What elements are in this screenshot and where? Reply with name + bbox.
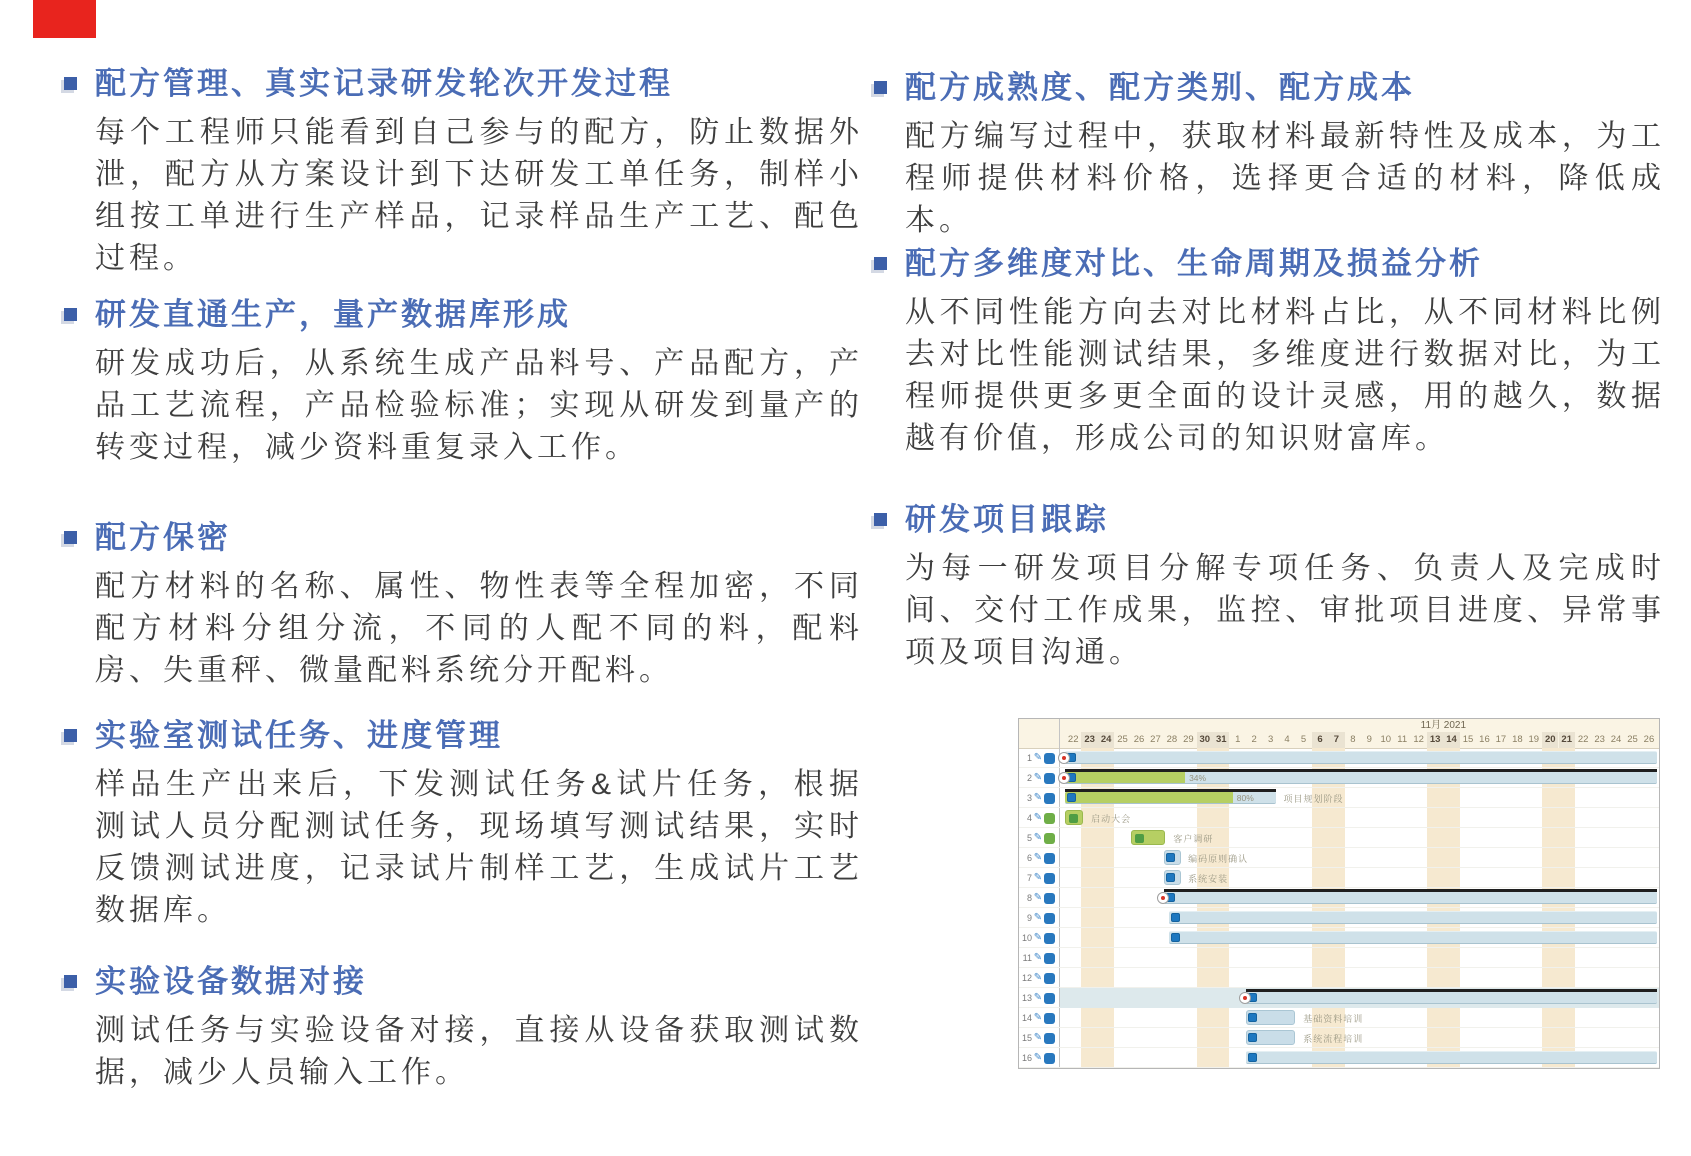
section-body: 测试任务与实验设备对接，直接从设备获取测试数据，减少人员输入工作。 xyxy=(95,1014,863,1089)
bullet-icon xyxy=(874,257,887,270)
milestone-marker-icon xyxy=(1239,992,1251,1004)
gantt-row xyxy=(1019,968,1659,988)
row-gutter xyxy=(1019,788,1059,808)
gantt-day-cell: 26 xyxy=(1643,734,1655,745)
gantt-day-cell: 23 xyxy=(1081,732,1097,748)
gantt-chart-screenshot xyxy=(1018,718,1660,1069)
pencil-icon: ✎ xyxy=(1033,892,1043,903)
row-number: 5 xyxy=(1026,833,1032,843)
row-number: 1 xyxy=(1026,753,1032,763)
row-gutter xyxy=(1019,868,1059,888)
row-status-icon xyxy=(1044,853,1055,864)
task-start-square-icon xyxy=(1248,1013,1257,1022)
bullet-icon xyxy=(64,975,77,988)
row-status-icon xyxy=(1044,953,1055,964)
gantt-day-cell: 17 xyxy=(1495,734,1507,745)
task-label: 项目规划阶段 xyxy=(1283,794,1344,804)
task-bar xyxy=(1065,771,1657,784)
row-gutter xyxy=(1019,748,1059,768)
row-status-icon xyxy=(1044,893,1055,904)
row-status-icon xyxy=(1044,813,1055,824)
row-number: 12 xyxy=(1021,973,1032,983)
section-heading-row xyxy=(63,962,868,1002)
gantt-day-cell: 2 xyxy=(1251,734,1257,745)
row-number: 16 xyxy=(1021,1053,1032,1063)
row-gutter xyxy=(1019,968,1059,988)
bullet-icon xyxy=(874,81,887,94)
section-heading-row xyxy=(873,68,1668,108)
gantt-row xyxy=(1019,908,1659,928)
bullet-icon xyxy=(64,308,77,321)
row-gutter xyxy=(1019,1048,1059,1068)
pencil-icon: ✎ xyxy=(1033,912,1043,923)
summary-topline xyxy=(1065,789,1276,792)
gantt-day-cell: 23 xyxy=(1594,734,1605,745)
gantt-day-cell: 19 xyxy=(1528,734,1540,745)
section-heading-row xyxy=(873,500,1668,540)
feature-section xyxy=(63,64,868,280)
section-body: 配方材料的名称、属性、物性表等全程加密，不同配方材料分组分流，不同的人配不同的料，配料房、失重秤、微量配料系统分开配料。 xyxy=(95,570,863,687)
gantt-day-cell: 13 xyxy=(1427,732,1443,748)
gantt-row xyxy=(1019,1008,1659,1028)
gantt-day-cell: 30 xyxy=(1197,732,1213,748)
gantt-day-cell: 16 xyxy=(1479,734,1490,745)
feature-section xyxy=(873,68,1668,242)
task-bar xyxy=(1164,891,1658,904)
row-number: 14 xyxy=(1021,1013,1032,1023)
task-label: 系统安装 xyxy=(1188,874,1229,884)
task-start-square-icon xyxy=(1171,933,1180,942)
gantt-day-cell: 15 xyxy=(1462,734,1474,745)
section-heading: 配方保密 xyxy=(95,520,231,555)
feature-section xyxy=(873,244,1668,460)
gantt-row xyxy=(1019,1028,1659,1048)
task-label: 客户调研 xyxy=(1173,834,1214,844)
feature-section xyxy=(63,962,868,1094)
row-number: 4 xyxy=(1026,813,1032,823)
row-number: 6 xyxy=(1026,853,1032,863)
gantt-day-cell: 22 xyxy=(1577,734,1589,745)
gantt-row xyxy=(1019,848,1659,868)
section-body: 样品生产出来后，下发测试任务&试片任务，根据测试人员分配测试任务，现场填写测试结果，实时反馈测试进度，记录试片制样工艺，生成试片工艺数据库。 xyxy=(95,768,863,927)
gantt-day-cell: 4 xyxy=(1284,734,1290,745)
row-status-icon xyxy=(1044,1013,1055,1024)
pencil-icon: ✎ xyxy=(1033,792,1043,803)
feature-section xyxy=(63,716,868,932)
gantt-row xyxy=(1019,868,1659,888)
bullet-icon xyxy=(64,729,77,742)
task-start-square-icon xyxy=(1248,1053,1257,1062)
progress-bar xyxy=(1065,792,1233,803)
row-status-icon xyxy=(1044,973,1055,984)
row-number: 7 xyxy=(1026,873,1032,883)
progress-percent: 80% xyxy=(1236,793,1254,803)
section-body: 每个工程师只能看到自己参与的配方，防止数据外泄，配方从方案设计到下达研发工单任务，制样小组按工单进行生产样品，记录样品生产工艺、配色过程。 xyxy=(95,116,863,275)
gantt-row xyxy=(1019,788,1659,808)
milestone-marker-icon xyxy=(1058,752,1070,764)
row-number: 10 xyxy=(1021,933,1032,943)
pencil-icon: ✎ xyxy=(1033,832,1043,843)
feature-section xyxy=(63,295,868,469)
gantt-day-cell: 26 xyxy=(1133,734,1145,745)
section-body: 研发成功后，从系统生成产品料号、产品配方，产品工艺流程，产品检验标准；实现从研发到量产的转变过程，减少资料重复录入工作。 xyxy=(95,347,863,464)
pencil-icon: ✎ xyxy=(1033,772,1043,783)
row-number: 2 xyxy=(1026,773,1032,783)
row-gutter xyxy=(1019,988,1059,1008)
gantt-day-cell: 1 xyxy=(1235,734,1241,745)
row-number: 15 xyxy=(1021,1033,1032,1043)
row-gutter xyxy=(1019,1028,1059,1048)
section-heading: 配方管理、真实记录研发轮次开发过程 xyxy=(95,66,673,101)
summary-topline xyxy=(1246,989,1657,992)
section-heading-row xyxy=(873,244,1668,284)
gantt-row xyxy=(1019,988,1659,1008)
pencil-icon: ✎ xyxy=(1033,812,1043,823)
row-status-icon xyxy=(1044,793,1055,804)
pencil-icon: ✎ xyxy=(1033,932,1043,943)
row-status-icon xyxy=(1044,1033,1055,1044)
section-heading: 研发直通生产，量产数据库形成 xyxy=(95,297,571,332)
section-heading: 实验设备数据对接 xyxy=(95,964,367,999)
gantt-row xyxy=(1019,928,1659,948)
gantt-row xyxy=(1019,748,1659,768)
section-heading: 配方多维度对比、生命周期及损益分析 xyxy=(905,246,1483,281)
gantt-row xyxy=(1019,948,1659,968)
summary-topline xyxy=(1164,889,1658,892)
row-status-icon xyxy=(1044,993,1055,1004)
gantt-day-cell: 6 xyxy=(1312,732,1328,748)
row-status-icon xyxy=(1044,773,1055,784)
task-bar xyxy=(1246,991,1657,1004)
gantt-day-cell: 9 xyxy=(1366,734,1372,745)
section-heading: 实验室测试任务、进度管理 xyxy=(95,718,503,753)
milestone-bar xyxy=(1131,830,1166,845)
task-bar xyxy=(1065,751,1657,764)
row-status-icon xyxy=(1044,833,1055,844)
gantt-row xyxy=(1019,768,1659,788)
task-start-square-icon xyxy=(1166,873,1175,882)
gantt-day-cell: 12 xyxy=(1413,734,1424,745)
task-bar xyxy=(1246,1051,1657,1064)
task-label: 编码原则确认 xyxy=(1188,854,1249,864)
milestone-square-icon xyxy=(1069,814,1078,823)
gantt-day-cell: 24 xyxy=(1610,734,1622,745)
gantt-day-cell: 22 xyxy=(1067,734,1079,745)
gantt-day-cell: 14 xyxy=(1443,732,1459,748)
gantt-day-cell: 5 xyxy=(1300,734,1307,745)
gantt-day-cell: 25 xyxy=(1117,734,1128,745)
task-start-square-icon xyxy=(1248,1033,1257,1042)
gantt-day-cell: 7 xyxy=(1328,732,1344,748)
milestone-marker-icon xyxy=(1058,772,1070,784)
gantt-day-cell: 11 xyxy=(1397,734,1408,745)
progress-bar xyxy=(1065,772,1185,783)
section-heading-row xyxy=(63,716,868,756)
row-gutter xyxy=(1019,768,1059,788)
pencil-icon: ✎ xyxy=(1033,992,1043,1003)
gantt-day-cell: 21 xyxy=(1559,732,1575,748)
gantt-day-cell: 25 xyxy=(1627,734,1638,745)
row-number: 13 xyxy=(1021,993,1032,1003)
pencil-icon: ✎ xyxy=(1033,1052,1043,1063)
gantt-day-cell: 28 xyxy=(1166,734,1178,745)
gantt-day-cell: 3 xyxy=(1267,734,1274,745)
gantt-day-cell: 20 xyxy=(1542,732,1558,748)
gantt-row xyxy=(1019,828,1659,848)
row-number: 11 xyxy=(1022,953,1032,963)
task-label: 系统流程培训 xyxy=(1303,1034,1364,1044)
progress-percent: 34% xyxy=(1189,773,1207,783)
feature-section xyxy=(873,500,1668,674)
pencil-icon: ✎ xyxy=(1033,752,1043,763)
task-start-square-icon xyxy=(1067,793,1076,802)
gantt-day-cell: 8 xyxy=(1350,734,1356,745)
bullet-icon xyxy=(64,77,77,90)
row-gutter xyxy=(1019,808,1059,828)
row-gutter xyxy=(1019,888,1059,908)
pencil-icon: ✎ xyxy=(1033,972,1043,983)
task-start-square-icon xyxy=(1171,913,1180,922)
section-heading-row xyxy=(63,64,868,104)
row-number: 8 xyxy=(1026,893,1032,903)
section-body: 为每一研发项目分解专项任务、负责人及完成时间、交付工作成果，监控、审批项目进度、异常事项及项目沟通。 xyxy=(905,552,1665,669)
bullet-icon xyxy=(874,513,887,526)
gantt-row xyxy=(1019,808,1659,828)
gantt-day-cell: 29 xyxy=(1183,734,1194,745)
bullet-icon xyxy=(64,531,77,544)
row-status-icon xyxy=(1044,1053,1055,1064)
row-status-icon xyxy=(1044,873,1055,884)
milestone-bar xyxy=(1065,810,1083,825)
task-start-square-icon xyxy=(1166,853,1175,862)
section-heading-row xyxy=(63,518,868,558)
gantt-header xyxy=(1019,719,1659,749)
milestone-marker-icon xyxy=(1157,892,1169,904)
section-heading-row xyxy=(63,295,868,335)
row-gutter xyxy=(1019,928,1059,948)
row-gutter xyxy=(1019,848,1059,868)
task-label: 基础资料培训 xyxy=(1303,1014,1364,1024)
pencil-icon: ✎ xyxy=(1033,872,1043,883)
gantt-month-label: 11月 2021 xyxy=(1420,720,1467,731)
task-bar xyxy=(1169,911,1658,924)
section-heading: 配方成熟度、配方类别、配方成本 xyxy=(905,70,1415,105)
row-gutter xyxy=(1019,828,1059,848)
gantt-day-cell: 10 xyxy=(1380,734,1392,745)
row-gutter xyxy=(1019,908,1059,928)
row-status-icon xyxy=(1044,753,1055,764)
gantt-day-cell: 18 xyxy=(1512,734,1523,745)
pencil-icon: ✎ xyxy=(1033,852,1043,863)
gantt-day-cell: 27 xyxy=(1150,734,1161,745)
milestone-square-icon xyxy=(1135,834,1144,843)
row-number: 3 xyxy=(1026,793,1032,803)
row-status-icon xyxy=(1044,933,1055,944)
section-body: 从不同性能方向去对比材料占比，从不同材料比例去对比性能测试结果，多维度进行数据对比，为工程师提供更多更全面的设计灵感，用的越久，数据越有价值，形成公司的知识财富库。 xyxy=(905,296,1665,455)
task-bar xyxy=(1169,931,1658,944)
gantt-row xyxy=(1019,1048,1659,1068)
gantt-day-cell: 24 xyxy=(1098,732,1114,748)
row-gutter xyxy=(1019,948,1059,968)
pencil-icon: ✎ xyxy=(1033,952,1043,963)
row-number: 9 xyxy=(1026,913,1032,923)
gantt-row xyxy=(1019,888,1659,908)
pencil-icon: ✎ xyxy=(1033,1012,1043,1023)
left-column xyxy=(63,0,868,1156)
section-body: 配方编写过程中，获取材料最新特性及成本，为工程师提供材料价格，选择更合适的材料，降低成本。 xyxy=(905,120,1665,237)
pencil-icon: ✎ xyxy=(1033,1032,1043,1043)
section-heading: 研发项目跟踪 xyxy=(905,502,1109,537)
row-gutter xyxy=(1019,1008,1059,1028)
row-status-icon xyxy=(1044,913,1055,924)
feature-section xyxy=(63,518,868,692)
summary-topline xyxy=(1065,769,1657,772)
task-label: 启动大会 xyxy=(1091,814,1132,824)
gantt-day-cell: 31 xyxy=(1213,732,1229,748)
